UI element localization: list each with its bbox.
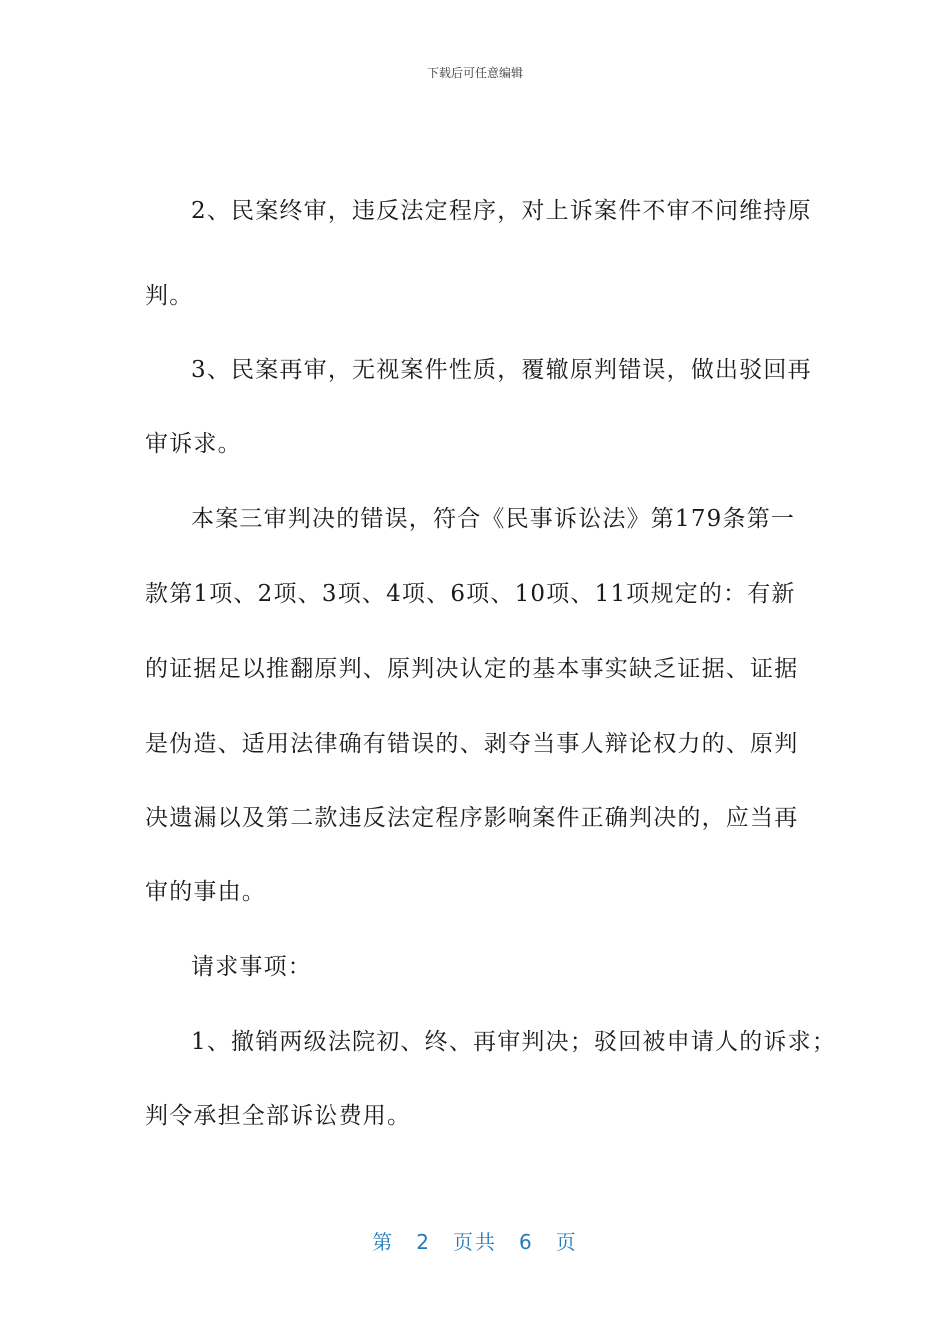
paragraph-line: 审的事由。	[145, 879, 266, 905]
paragraph-line: 的证据足以推翻原判、原判决认定的基本事实缺乏证据、证据	[145, 656, 799, 682]
paragraph-line: 决遗漏以及第二款违反法定程序影响案件正确判决的，应当再	[145, 805, 799, 831]
page-header: 下载后可任意编辑	[426, 66, 523, 80]
footer-middle: 页共	[453, 1230, 497, 1254]
paragraph-line: 是伪造、适用法律确有错误的、剥夺当事人辩论权力的、原判	[145, 731, 799, 757]
paragraph-line: 判令承担全部诉讼费用。	[145, 1103, 412, 1129]
paragraph-line: 判。	[145, 283, 194, 309]
section-heading: 请求事项：	[191, 954, 312, 980]
paragraph-line: 本案三审判决的错误，符合《民事诉讼法》第179条第一	[191, 506, 796, 532]
paragraph-line: 审诉求。	[145, 431, 242, 457]
footer-current-page: 2	[416, 1230, 431, 1254]
paragraph-line: 1、撤销两级法院初、终、再审判决；驳回被申请人的诉求；	[191, 1029, 837, 1055]
paragraph-line: 款第1项、2项、3项、4项、6项、10项、11项规定的：有新	[145, 581, 796, 607]
paragraph-line: 2、民案终审，违反法定程序，对上诉案件不审不问维持原	[191, 198, 812, 224]
footer-suffix: 页	[555, 1230, 578, 1254]
footer-total-pages: 6	[519, 1230, 534, 1254]
page-footer	[0, 1226, 950, 1255]
paragraph-line: 3、民案再审，无视案件性质，覆辙原判错误，做出驳回再	[191, 357, 812, 383]
footer-prefix: 第	[372, 1230, 395, 1254]
